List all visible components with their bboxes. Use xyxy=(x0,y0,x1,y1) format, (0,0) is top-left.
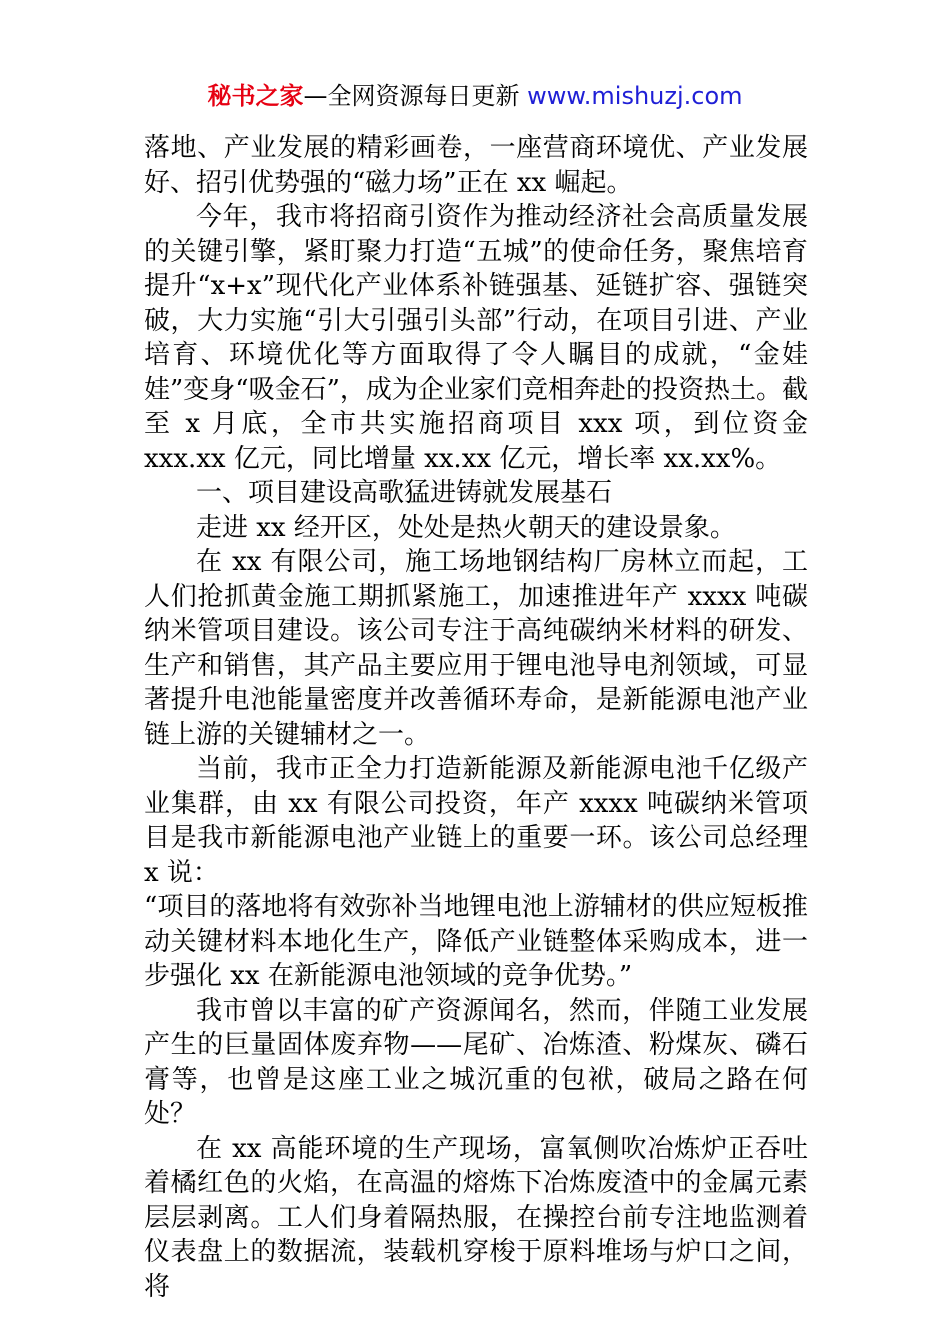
paragraph-quote: “项目的落地将有效弥补当地锂电池上游辅材的供应短板推动关键材料本地化生产，降低产业链整体采购成本，进一步强化 xx 在新能源电池领域的竞争优势。” xyxy=(144,892,808,991)
section-heading: 一、项目建设高歌猛进铸就发展基石 xyxy=(196,478,613,508)
paragraph-investment-overview: 今年，我市将招商引资作为推动经济社会高质量发展的关键引擎，紧盯聚力打造“五城”的使命任务，聚焦培育提升“x+x”现代化产业体系补链强基、延链扩容、强链突破，大力实施“引大引强引头部”行动，在项目引进、产业培育、环境优化等方面取得了令人瞩目的成就，“金娃娃”变身“吸金石”，成为企业家们竞相奔赴的投资热土。截至 x 月底，全市共实施招商项目 xxx 项，到位资金 xxx.xx 亿元，同比增量 xx.xx 亿元，增长率 xx.xx%。 xyxy=(144,202,808,474)
paragraph-solid-waste: 我市曾以丰富的矿产资源闻名，然而，伴随工业发展产生的巨量固体废弃物——尾矿、冶炼渣、粉煤灰、磷石膏等，也曾是这座工业之城沉重的包袱，破局之路在何处？ xyxy=(144,995,808,1129)
header-tagline: —全网资源每日更新 xyxy=(303,82,528,110)
paragraph-continuation: 落地、产业发展的精彩画卷，一座营商环境优、产业发展好、招引优势强的“磁力场”正在 xx 崛起。 xyxy=(144,133,808,198)
article-body xyxy=(144,131,808,1304)
site-url-link[interactable]: www.mishuzj.com xyxy=(527,82,743,110)
paragraph-smelting-site: 在 xx 高能环境的生产现场，富氧侧吹冶炼炉正吞吐着橘红色的火焰，在高温的熔炼下冶炼废渣中的金属元素层层剥离。工人们身着隔热服，在操控台前专注地监测着仪表盘上的数据流，装载机穿梭于原料堆场与炉口之间，将 xyxy=(144,1133,808,1302)
paragraph-development-zone: 走进 xx 经开区，处处是热火朝天的建设景象。 xyxy=(196,512,736,543)
paragraph-carbon-nanotube-project: 在 xx 有限公司，施工场地钢结构厂房林立而起，工人们抢抓黄金施工期抓紧施工，加速推进年产 xxxx 吨碳纳米管项目建设。该公司专注于高纯碳纳米材料的研发、生产和销售，其产品主要应用于锂电池导电剂领域，可显著提升电池能量密度并改善循环寿命，是新能源电池产业链上游的关键辅材之一。 xyxy=(144,547,808,750)
brand-name: 秘书之家 xyxy=(207,82,304,110)
paragraph-industry-cluster: 当前，我市正全力打造新能源及新能源电池千亿级产业集群，由 xx 有限公司投资，年产 xxxx 吨碳纳米管项目是我市新能源电池产业链上的重要一环。该公司总经理 x 说： xyxy=(144,754,808,888)
site-header xyxy=(0,78,950,114)
